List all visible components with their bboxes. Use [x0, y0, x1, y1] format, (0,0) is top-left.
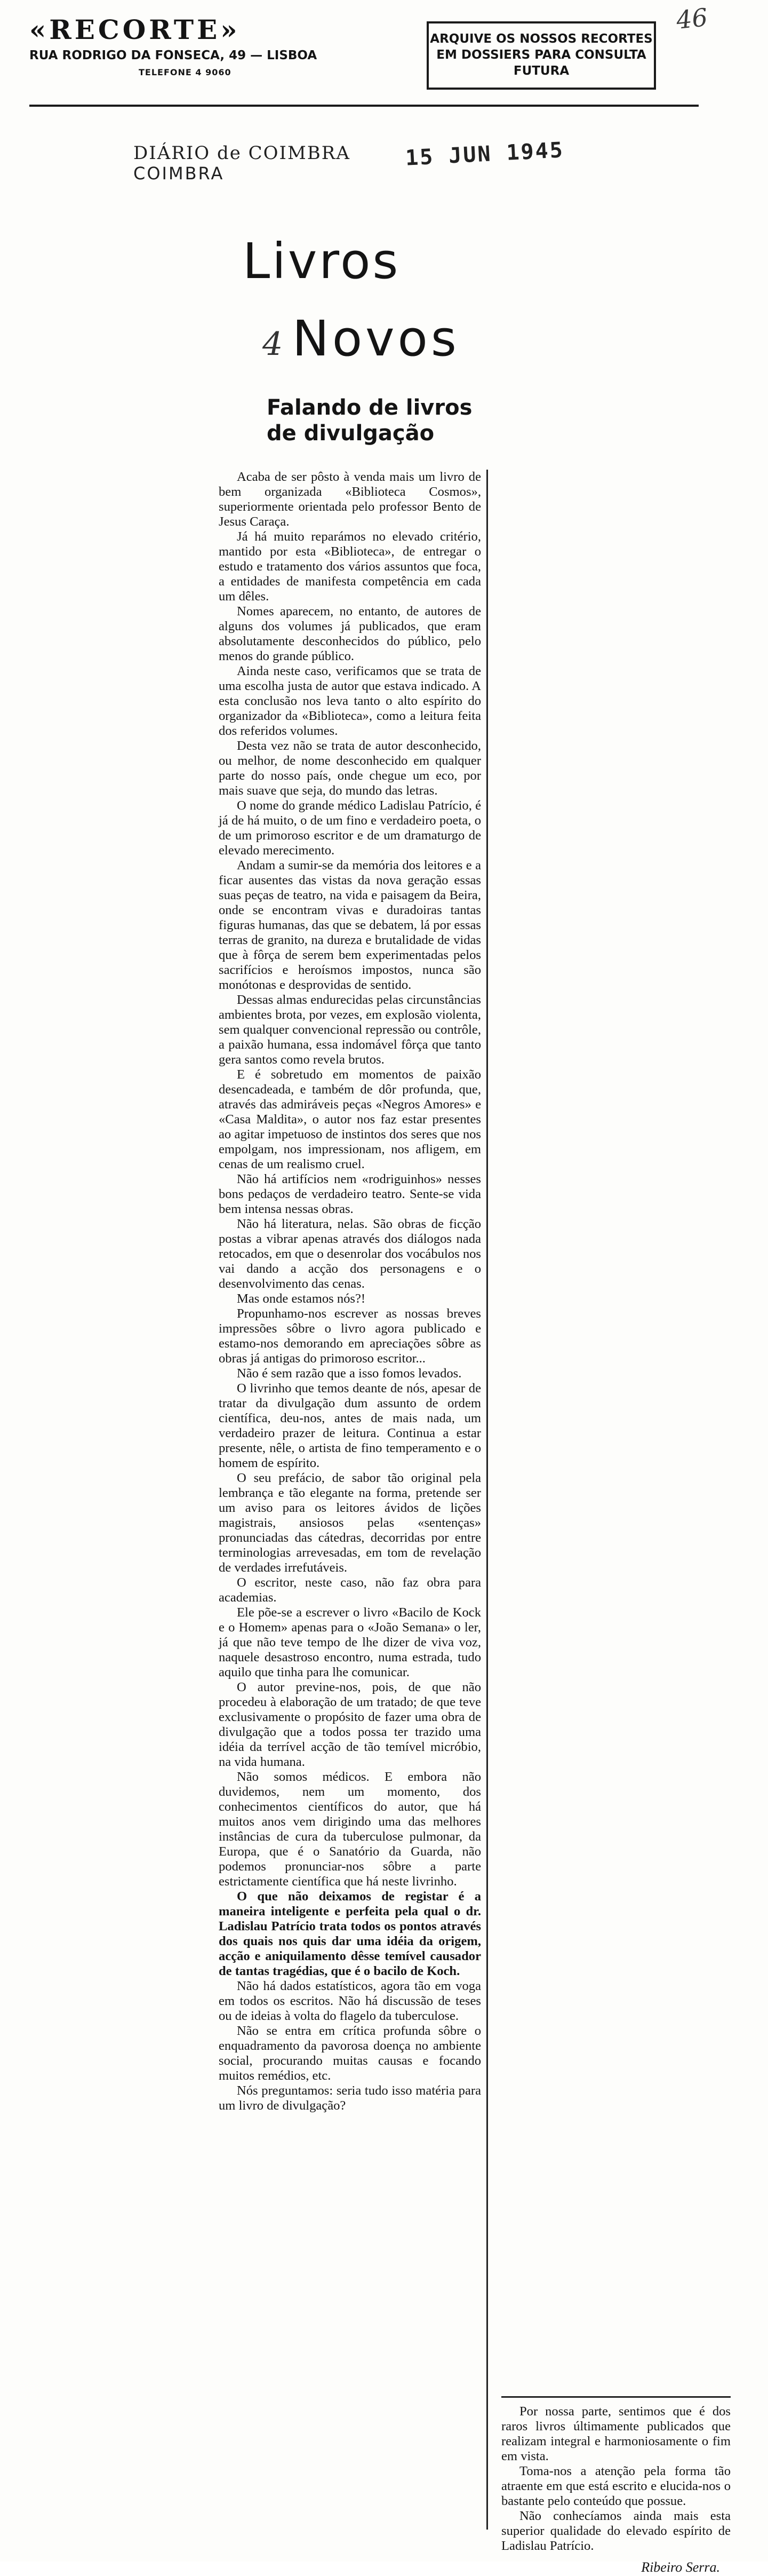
article-column — [219, 470, 488, 2530]
article-paragraph: O que não deixamos de registar é a maneira inteligente e perfeita pela qual o dr. Ladislau Patrício trata todos os pontos através dos quais nos quis dar uma idéia da origem, acção e aniquilamento dêsse temível causador de tantas tragédias, que é o bacilo de Koch. — [219, 1889, 481, 1978]
headline-line-1: Livros — [243, 233, 401, 290]
article-paragraph: Não somos médicos. E embora não duvidemos, nem um momento, dos conhecimentos científicos do autor, que há muitos anos vem dirigindo uma das melhores instâncias de cura da tuberculose pulmonar, da Europa, que é o Sanatório da Guarda, não podemos pronunciar-nos sôbre a parte estrictamente científica que há neste livrinho. — [219, 1770, 481, 1889]
article-paragraph: Desta vez não se trata de autor desconhecido, ou melhor, de nome desconhecido em qualquer parte do nosso país, onde chegue um eco, por mais suave que seja, do mundo das letras. — [219, 739, 481, 798]
agency-name: «RECORTE» — [29, 14, 241, 45]
article-paragraph: Nós preguntamos: seria tudo isso matéria para um livro de divulgação? — [219, 2083, 481, 2113]
agency-header — [29, 15, 339, 78]
article-subtitle — [267, 395, 472, 446]
header-divider — [29, 105, 699, 107]
archive-notice-line: ARQUIVE OS NOSSOS RECORTES — [430, 32, 653, 46]
article-paragraph: Não há dados estatísticos, agora tão em voga em todos os escritos. Não há discussão de teses ou de ideias à volta do flagelo da tuberculose. — [219, 1979, 481, 2023]
archive-notice-box — [427, 21, 656, 90]
side-paragraph: Não conhecíamos ainda mais esta superior qualidade do elevado espírito de Ladislau Patrício. — [501, 2509, 731, 2553]
headline-line-2: Novos — [292, 310, 460, 367]
stamp-date: 15 JUN 1945 — [405, 138, 565, 171]
subtitle-line-2: de divulgação — [267, 421, 435, 446]
handwritten-page-number: 46 — [675, 3, 709, 35]
article-paragraph: Não há literatura, nelas. São obras de ficção postas a vibrar apenas através dos diálogos nada retocados, em que o desenrolar dos vocábulos nos vai dando a acção dos personagens e o desenvolvimento das cenas. — [219, 1217, 481, 1291]
archive-notice-line: EM DOSSIERS PARA CONSULTA — [436, 48, 646, 62]
article-paragraph: Dessas almas endurecidas pelas circunstâncias ambientes brota, por vezes, em explosão violenta, sem qualquer convencional repressão ou contrôle, a paixão humana, essa indomável fôrça que tanto gera santos como revela brutos. — [219, 993, 481, 1067]
article-paragraph: Acaba de ser pôsto à venda mais um livro de bem organizada «Biblioteca Cosmos», superiormente orientada pelo professor Bento de Jesus Caraça. — [219, 470, 481, 529]
article-paragraph: Ainda neste caso, verificamos que se trata de uma escolha justa de autor que estava indicado. A esta conclusão nos leva tanto o alto espírito do organizador da «Biblioteca», como a leitura feita dos referidos volumes. — [219, 664, 481, 738]
handwritten-mark: 4 — [262, 326, 283, 363]
archive-notice-line: FUTURA — [513, 64, 570, 78]
article-paragraph: Não se entra em crítica profunda sôbre o enquadramento da pavorosa doença no ambiente social, procurando muitas causas e focando muitos remédios, etc. — [219, 2024, 481, 2083]
side-box — [501, 2396, 731, 2576]
article-paragraph: O escritor, neste caso, não faz obra para academias. — [219, 1575, 481, 1605]
article-paragraph: Nomes aparecem, no entanto, de autores de alguns dos volumes já publicados, que eram absolutamente desconhecidos do público, pelo menos do grande público. — [219, 604, 481, 663]
article-paragraph: O autor previne-nos, pois, de que não procedeu à elaboração de um tratado; de que teve exclusivamente o propósito de fazer uma obra de divulgação que a todos possa ter trazido uma idéia da terrível acção de tão temível micróbio, na vida humana. — [219, 1680, 481, 1769]
side-paragraphs — [501, 2404, 731, 2554]
subtitle-line-1: Falando de livros — [267, 395, 473, 420]
newspaper-name: DIÁRIO de COIMBRA — [133, 142, 350, 164]
article-paragraph: Não é sem razão que a isso fomos levados. — [237, 1366, 462, 1381]
article-paragraph: O nome do grande médico Ladislau Patrício, é já de há muito, o de um fino e verdadeiro poeta, o de um primoroso escritor e de um dramaturgo de elevado merecimento. — [219, 798, 481, 858]
side-paragraph: Por nossa parte, sentimos que é dos raros livros últimamente publicados que realizam integral e harmoniosamente o fim em vista. — [501, 2404, 731, 2463]
article-paragraph: Andam a sumir-se da memória dos leitores e a ficar ausentes das vistas da nova geração essas suas peças de teatro, na vida e paisagem da Beira, onde se encontram vivas e duradoiras tantas figuras humanas, das que se debatem, lá por essas terras de granito, na dureza e brutalidade de vidas que à fôrça de serem bem experimentadas pelos sacrifícios e heroísmos impostos, nunca são monótonas e desprovidas de sentido. — [219, 858, 481, 992]
newspaper-city: COIMBRA — [133, 163, 225, 184]
article-paragraph: O livrinho que temos deante de nós, apesar de tratar da divulgação dum assunto de ordem científica, deu-nos, antes de mais nada, um verdadeiro prazer de leitura. Continua a estar presente, nêle, o artista de fino temperamento e o homem de espírito. — [219, 1381, 481, 1470]
newspaper-stamp — [133, 143, 357, 184]
article-paragraph: Já há muito reparámos no elevado critério, mantido por esta «Biblioteca», de entregar o estudo e tratamento dos vários assuntos que foca, a entidades de manifesta competência em cada um dêles. — [219, 529, 481, 604]
agency-phone: TELEFONE 4 9060 — [139, 67, 231, 77]
agency-address: RUA RODRIGO DA FONSECA, 49 — LISBOA — [29, 49, 317, 62]
article-paragraph: Mas onde estamos nós?! — [237, 1291, 366, 1306]
article-paragraph: Ele põe-se a escrever o livro «Bacilo de Kock e o Homem» apenas para o «João Semana» o ler, já que não teve tempo de lhe dizer de viva voz, naquele desastroso encontro, numa estrada, tudo aquilo que tinha para lhe comunicar. — [219, 1605, 481, 1679]
article-paragraph: E é sobretudo em momentos de paixão desencadeada, e também de dôr profunda, que, através das admiráveis peças «Negros Amores» e «Casa Maldita», o autor nos faz estar presentes ao agitar impetuoso de instintos dos seres que nos empolgam, nos impressionam, nos afligem, em cenas de um realismo cruel. — [219, 1067, 481, 1171]
article-paragraph: Propunhamo-nos escrever as nossas breves impressões sôbre o livro agora publicado e estamo-nos demorando em apreciações sôbre as obras já antigas do primoroso escritor... — [219, 1306, 481, 1366]
article-paragraph: O seu prefácio, de sabor tão original pela lembrança e tão elegante na forma, pretende ser um aviso para os leitores ávidos de lições magistrais, ansiosos pelas «sentenças» pronunciadas das cátedras, decorridas por entre terminologias arrevesadas, em tom de revelação de verdades irrefutáveis. — [219, 1471, 481, 1575]
side-paragraph: Toma-nos a atenção pela forma tão atraente em que está escrito e elucida-nos o bastante pelo conteúdo que possue. — [501, 2464, 731, 2508]
author-signature: Ribeiro Serra. — [641, 2559, 720, 2575]
article-paragraph: Não há artifícios nem «rodriguinhos» nesses bons pedaços de verdadeiro teatro. Sente-se vida bem intensa nessas obras. — [219, 1172, 481, 1216]
